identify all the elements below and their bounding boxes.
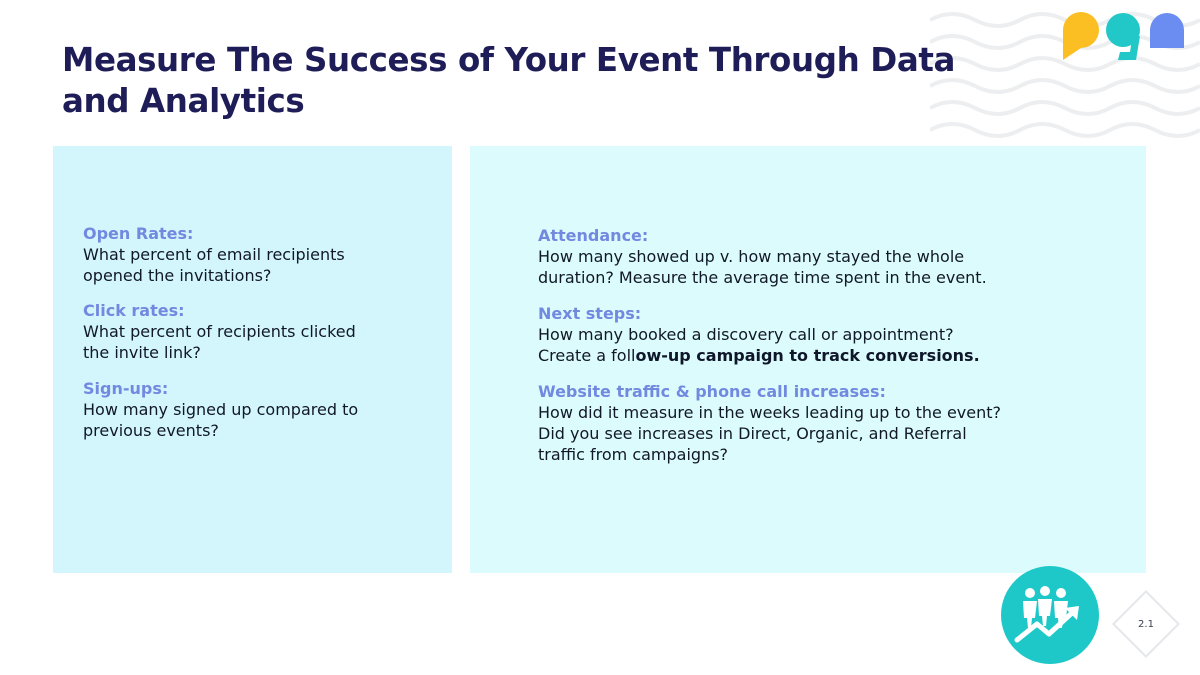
left-metrics-panel	[53, 146, 452, 573]
attendance-body: How many showed up v. how many stayed the whole duration? Measure the average time spent in the event.	[538, 247, 987, 287]
sign-ups-body: How many signed up compared to previous events?	[83, 400, 359, 440]
open-rates-item	[83, 223, 345, 286]
attendance-heading: Attendance:	[538, 226, 649, 245]
website-traffic-item	[538, 381, 1001, 465]
page-number: 2.1	[1138, 618, 1154, 630]
next-steps-body-bold: ow-up campaign to track conversions.	[635, 346, 980, 365]
website-traffic-heading: Website traffic & phone call increases:	[538, 382, 886, 401]
attendance-item	[538, 225, 987, 288]
next-steps-heading: Next steps:	[538, 304, 642, 323]
sign-ups-item	[83, 378, 358, 441]
click-rates-item	[83, 300, 356, 363]
next-steps-item	[538, 303, 980, 366]
sign-ups-heading: Sign-ups:	[83, 379, 169, 398]
people-growth-arrow-icon	[1001, 566, 1099, 664]
pgn-logo	[1060, 8, 1188, 64]
open-rates-heading: Open Rates:	[83, 224, 194, 243]
website-traffic-body: How did it measure in the weeks leading up to the event? Did you see increases in Direct, Organic, and Referral traffic from campaigns?	[538, 403, 1001, 464]
open-rates-body: What percent of email recipients opened the invitations?	[83, 245, 345, 285]
right-metrics-panel	[470, 146, 1146, 573]
click-rates-body: What percent of recipients clicked the invite link?	[83, 322, 356, 362]
slide-title: Measure The Success of Your Event Through Data and Analytics	[62, 41, 956, 120]
page-number-badge	[1106, 584, 1186, 664]
next-steps-body	[538, 324, 980, 366]
click-rates-heading: Click rates:	[83, 301, 185, 320]
next-steps-body-regular: How many booked a discovery call or appointment? Create a foll	[538, 325, 954, 365]
